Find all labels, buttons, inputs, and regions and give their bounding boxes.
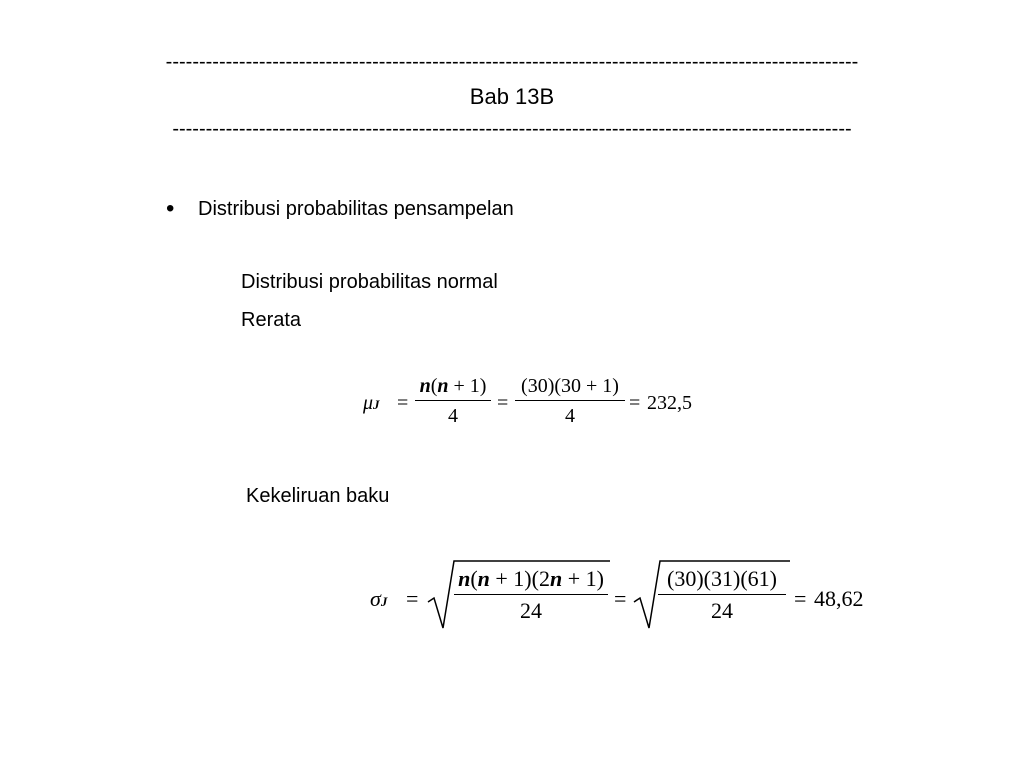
- subitem-mean: Rerata: [241, 309, 302, 331]
- subitem-normal-distribution: Distribusi probabilitas normal: [241, 271, 498, 293]
- std-error-fraction-formula: [454, 566, 608, 624]
- fraction-numerator: (30)(31)(61): [667, 566, 777, 591]
- fraction-numerator: n(n + 1): [419, 375, 487, 397]
- fraction-bar: [658, 594, 786, 595]
- equals-sign: =: [406, 586, 419, 611]
- fraction-denominator: 24: [520, 598, 542, 623]
- mu-symbol: μJ: [363, 392, 380, 414]
- mean-fraction-formula: [415, 374, 491, 428]
- bottom-separator-line: ------------------------------------------------------------------------------------------------------: [172, 118, 852, 140]
- slide-title: Bab 13B: [469, 84, 555, 109]
- equals-sign: =: [629, 392, 641, 414]
- fraction-denominator: 24: [711, 598, 733, 623]
- equals-sign: =: [614, 586, 627, 611]
- bullet-dot-icon: •: [166, 195, 175, 222]
- fraction-bar: [515, 400, 625, 401]
- equals-sign: =: [397, 392, 409, 414]
- bullet-item: [166, 195, 514, 223]
- sigma-symbol: σJ: [370, 586, 388, 611]
- fraction-numerator: (30)(30 + 1): [521, 375, 619, 397]
- fraction-numerator: n(n + 1)(2n + 1): [458, 566, 604, 591]
- fraction-denominator: 4: [448, 405, 458, 427]
- std-error-fraction-values: [658, 566, 786, 624]
- bullet-text: Distribusi probabilitas pensampelan: [198, 197, 514, 220]
- mean-result: 232,5: [647, 392, 692, 414]
- subitem-standard-error: Kekeliruan baku: [246, 485, 390, 507]
- fraction-denominator: 4: [565, 405, 575, 427]
- fraction-bar: [454, 594, 608, 595]
- equals-sign: =: [497, 392, 509, 414]
- mean-fraction-values: [515, 374, 625, 428]
- std-error-result: 48,62: [814, 586, 864, 611]
- top-separator-line: --------------------------------------------------------------------------------------------------------: [165, 51, 859, 73]
- fraction-bar: [415, 400, 491, 401]
- equals-sign: =: [794, 586, 807, 611]
